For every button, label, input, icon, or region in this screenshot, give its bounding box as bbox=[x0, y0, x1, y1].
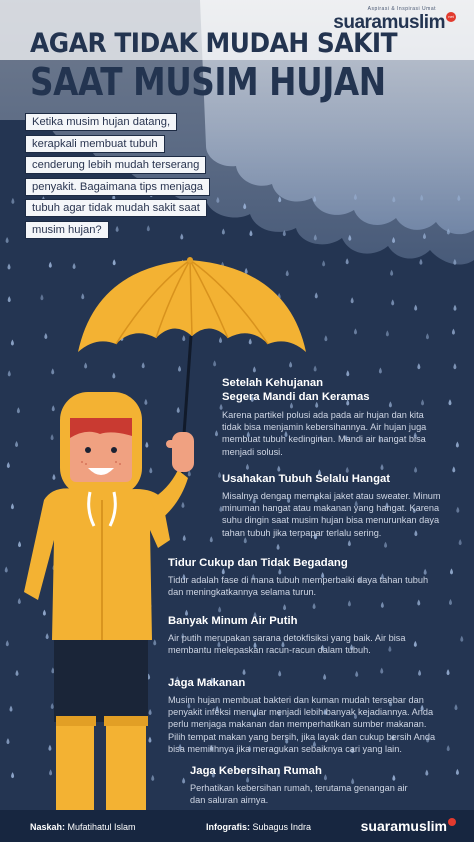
footer-logo-text: suaramuslim bbox=[360, 818, 447, 834]
credit-writer-label: Naskah: bbox=[30, 822, 66, 832]
tip-title: Setelah Kehujanan bbox=[222, 377, 324, 389]
tip-title: Jaga Kebersihan Rumah bbox=[190, 765, 322, 777]
tip-body: minuman hangat atau makanan yang hangat. Karena bbox=[222, 503, 440, 514]
tip-body: tidak bisa menjamin kebersihannya. Air hujan juga bbox=[222, 422, 427, 433]
tip-title: Usahakan Tubuh Selalu Hangat bbox=[222, 473, 391, 485]
tip-body: menjadi solusi. bbox=[222, 446, 283, 457]
intro-line: cenderung lebih mudah terserang bbox=[26, 157, 205, 173]
tip-title: Tidur Cukup dan Tidak Begadang bbox=[168, 557, 348, 569]
brand-name: suaramuslim bbox=[333, 12, 445, 33]
tip-body: Misalnya dengan memakai jaket atau sweater. Minum bbox=[222, 491, 441, 501]
tip-2 bbox=[222, 472, 467, 539]
intro-text bbox=[26, 112, 226, 241]
tip-6 bbox=[190, 764, 470, 806]
tip-body: dan meningkatkannya selama turun. bbox=[168, 587, 317, 598]
tip-title: Segera Mandi dan Keramas bbox=[222, 391, 370, 403]
tip-body: perlu menjaga makanan dan memperhatikan sumber makanan. bbox=[168, 719, 427, 730]
credit-designer bbox=[206, 822, 311, 832]
tip-body: membantu melepaskan racun-racun dalam tubuh. bbox=[168, 645, 371, 656]
brand-tagline: Aspirasi & Inspirasi Umat bbox=[367, 6, 436, 12]
intro-line: penyakit. Bagaimana tips menjaga bbox=[26, 179, 209, 195]
intro-line: musim hujan? bbox=[26, 222, 108, 238]
tip-body: bisa memilihnya jika meragukan sebaiknya cari yang lain. bbox=[168, 743, 402, 754]
credit-designer-name: Subagus Indra bbox=[252, 822, 312, 832]
tip-body: penyakit infeksi menular menjadi lebih banyak kejadiannya. Anda bbox=[168, 707, 434, 718]
tip-body: tahan tubuh jika terpapar terlalu sering. bbox=[222, 527, 382, 538]
intro-line: tubuh agar tidak mudah sakit saat bbox=[26, 200, 206, 216]
footer-logo-badge bbox=[448, 818, 456, 826]
credit-writer-name: Mufatihatul Islam bbox=[67, 822, 136, 832]
intro-line: Ketika musim hujan datang, bbox=[26, 114, 176, 130]
footer-logo[interactable] bbox=[361, 818, 456, 834]
tip-body: membuat tubuh kedinginan. Mandi air hangat bisa bbox=[222, 434, 426, 445]
tip-body: Perhatikan kebersihan rumah, terutama genangan air bbox=[190, 783, 408, 793]
tip-4 bbox=[168, 614, 468, 656]
credit-designer-label: Infografis: bbox=[206, 822, 250, 832]
tip-body: Musim hujan membuat bakteri dan kuman mudah tersebar dan bbox=[168, 695, 424, 705]
tip-body: Air putih merupakan sarana detokfisiksi yang baik. Air bisa bbox=[168, 633, 406, 643]
tip-body: suhu dingin saat musim hujan bisa menurunkan daya bbox=[222, 515, 440, 526]
tip-body: Tidur adalah fase di mana tubuh memperbaiki daya tahan tubuh bbox=[168, 575, 429, 585]
tip-body: dan saluran airnya. bbox=[190, 795, 269, 806]
brand-badge: net bbox=[446, 12, 456, 22]
tip-body: Pilih tempat makan yang bersih, jika layak dan cukup bersih Anda bbox=[168, 731, 436, 742]
tip-3 bbox=[168, 556, 468, 598]
credit-writer bbox=[30, 822, 136, 832]
title-line-1: AGAR TIDAK MUDAH SAKIT bbox=[30, 28, 398, 59]
tip-1 bbox=[222, 376, 462, 458]
tip-5 bbox=[168, 676, 468, 755]
tip-title: Banyak Minum Air Putih bbox=[168, 615, 298, 627]
intro-line: kerapkali membuat tubuh bbox=[26, 136, 164, 152]
tip-title: Jaga Makanan bbox=[168, 677, 246, 689]
tip-body: Karena partikel polusi ada pada air hujan dan kita bbox=[222, 410, 424, 420]
title-line-2: SAAT MUSIM HUJAN bbox=[30, 60, 386, 104]
